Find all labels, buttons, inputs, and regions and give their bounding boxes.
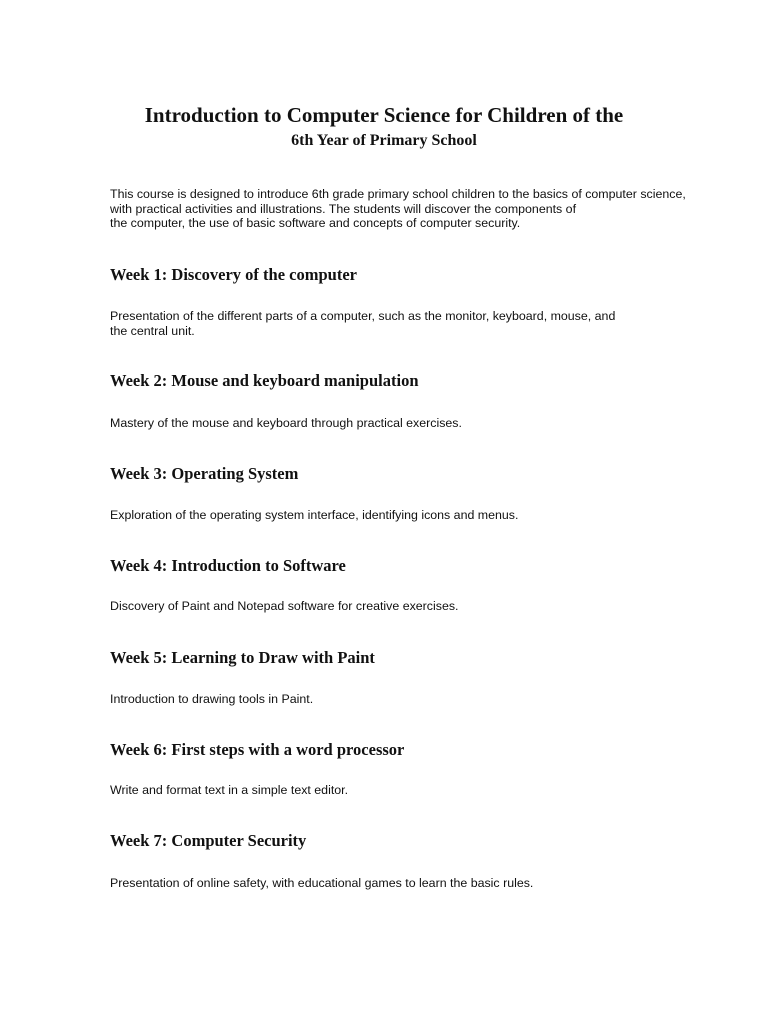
week-4-heading: Week 4: Introduction to Software <box>110 556 346 575</box>
week-2-description <box>110 416 670 431</box>
description-line: the central unit. <box>110 324 195 338</box>
intro-line: This course is designed to introduce 6th grade primary school children to the basics of computer science, <box>110 187 686 201</box>
week-7-description <box>110 876 670 891</box>
week-3-heading: Week 3: Operating System <box>110 464 299 483</box>
document-subtitle: 6th Year of Primary School <box>291 132 477 149</box>
week-6-description <box>110 783 670 798</box>
week-1-description <box>110 309 670 339</box>
week-5-heading: Week 5: Learning to Draw with Paint <box>110 648 375 667</box>
intro-line: the computer, the use of basic software and concepts of computer security. <box>110 216 521 230</box>
intro-paragraph <box>110 187 686 231</box>
document-title: Introduction to Computer Science for Children of the <box>144 103 624 127</box>
week-7-heading: Week 7: Computer Security <box>110 831 307 850</box>
description-line: Write and format text in a simple text editor. <box>110 783 349 797</box>
week-2-heading: Week 2: Mouse and keyboard manipulation <box>110 371 419 390</box>
week-6-heading: Week 6: First steps with a word processor <box>110 740 405 759</box>
week-1-heading: Week 1: Discovery of the computer <box>110 265 357 284</box>
description-line: Exploration of the operating system interface, identifying icons and menus. <box>110 508 519 522</box>
week-3-description <box>110 508 670 523</box>
intro-line: with practical activities and illustrations. The students will discover the components of <box>110 201 577 216</box>
description-line: Mastery of the mouse and keyboard through practical exercises. <box>110 416 462 430</box>
description-line: Presentation of the different parts of a computer, such as the monitor, keyboard, mouse, and <box>110 309 616 323</box>
week-4-description <box>110 599 670 614</box>
week-5-description <box>110 692 670 707</box>
description-line: Introduction to drawing tools in Paint. <box>110 692 314 706</box>
description-line: Discovery of Paint and Notepad software for creative exercises. <box>110 599 459 613</box>
description-line: Presentation of online safety, with educational games to learn the basic rules. <box>110 876 534 890</box>
